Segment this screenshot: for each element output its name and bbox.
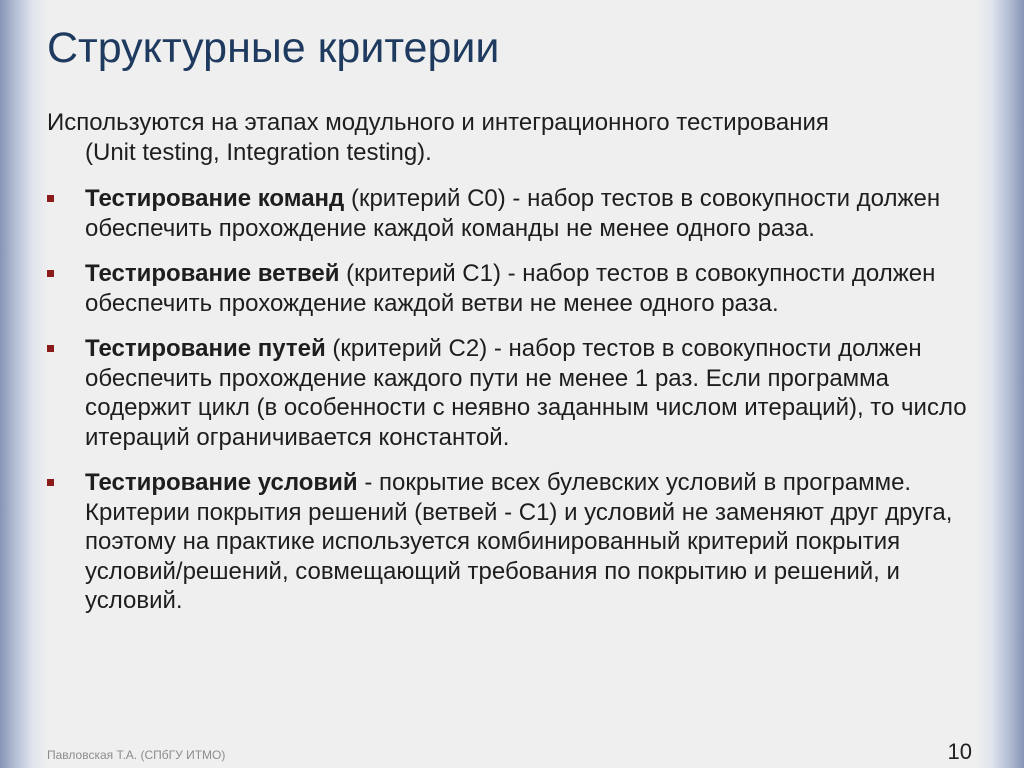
square-bullet-icon: [47, 479, 54, 486]
bullet-text: - покрытие всех булевских условий в программе. Критерии покрытия решений (ветвей - С1) и условий не заменяют друг друга, поэтому на практике используется комбинированный критерий покрытия условий/решений, совмещающий требования по покрытию и решений, и условий.: [85, 469, 953, 614]
intro-line-2: (Unit testing, Integration testing).: [85, 138, 432, 166]
bullet-item-branches: [47, 259, 997, 318]
bullet-term: Тестирование путей: [85, 335, 326, 362]
page-number: 10: [947, 739, 972, 764]
bullet-term: Тестирование команд: [85, 185, 345, 212]
bullet-item-paths: [47, 334, 997, 452]
slide-title: Структурные критерии: [47, 24, 500, 72]
square-bullet-icon: [47, 195, 54, 202]
bullet-text: (критерий С1) - набор тестов в совокупности должен обеспечить прохождение каждой ветви не менее одного раза.: [85, 260, 936, 317]
bullet-item-commands: [47, 184, 997, 243]
bullet-item-conditions: [47, 468, 997, 616]
footer-author: Павловская Т.А. (СПбГУ ИТМО): [47, 748, 226, 762]
square-bullet-icon: [47, 345, 54, 352]
bullet-term: Тестирование ветвей: [85, 260, 340, 287]
bullet-text: (критерий С0) - набор тестов в совокупности должен обеспечить прохождение каждой команды не менее одного раза.: [85, 185, 941, 242]
intro-line-1: Используются на этапах модульного и интеграционного тестирования: [47, 109, 829, 136]
bullet-text: (критерий С2) - набор тестов в совокупности должен обеспечить прохождение каждого пути не менее 1 раз. Если программа содержит цикл (в особенности с неявно заданным числом итераций), то число итераций ограничивается константой.: [85, 335, 967, 451]
slide-content: [47, 108, 997, 632]
bullet-term: Тестирование условий: [85, 469, 358, 496]
square-bullet-icon: [47, 270, 54, 277]
intro-paragraph: [47, 108, 997, 167]
